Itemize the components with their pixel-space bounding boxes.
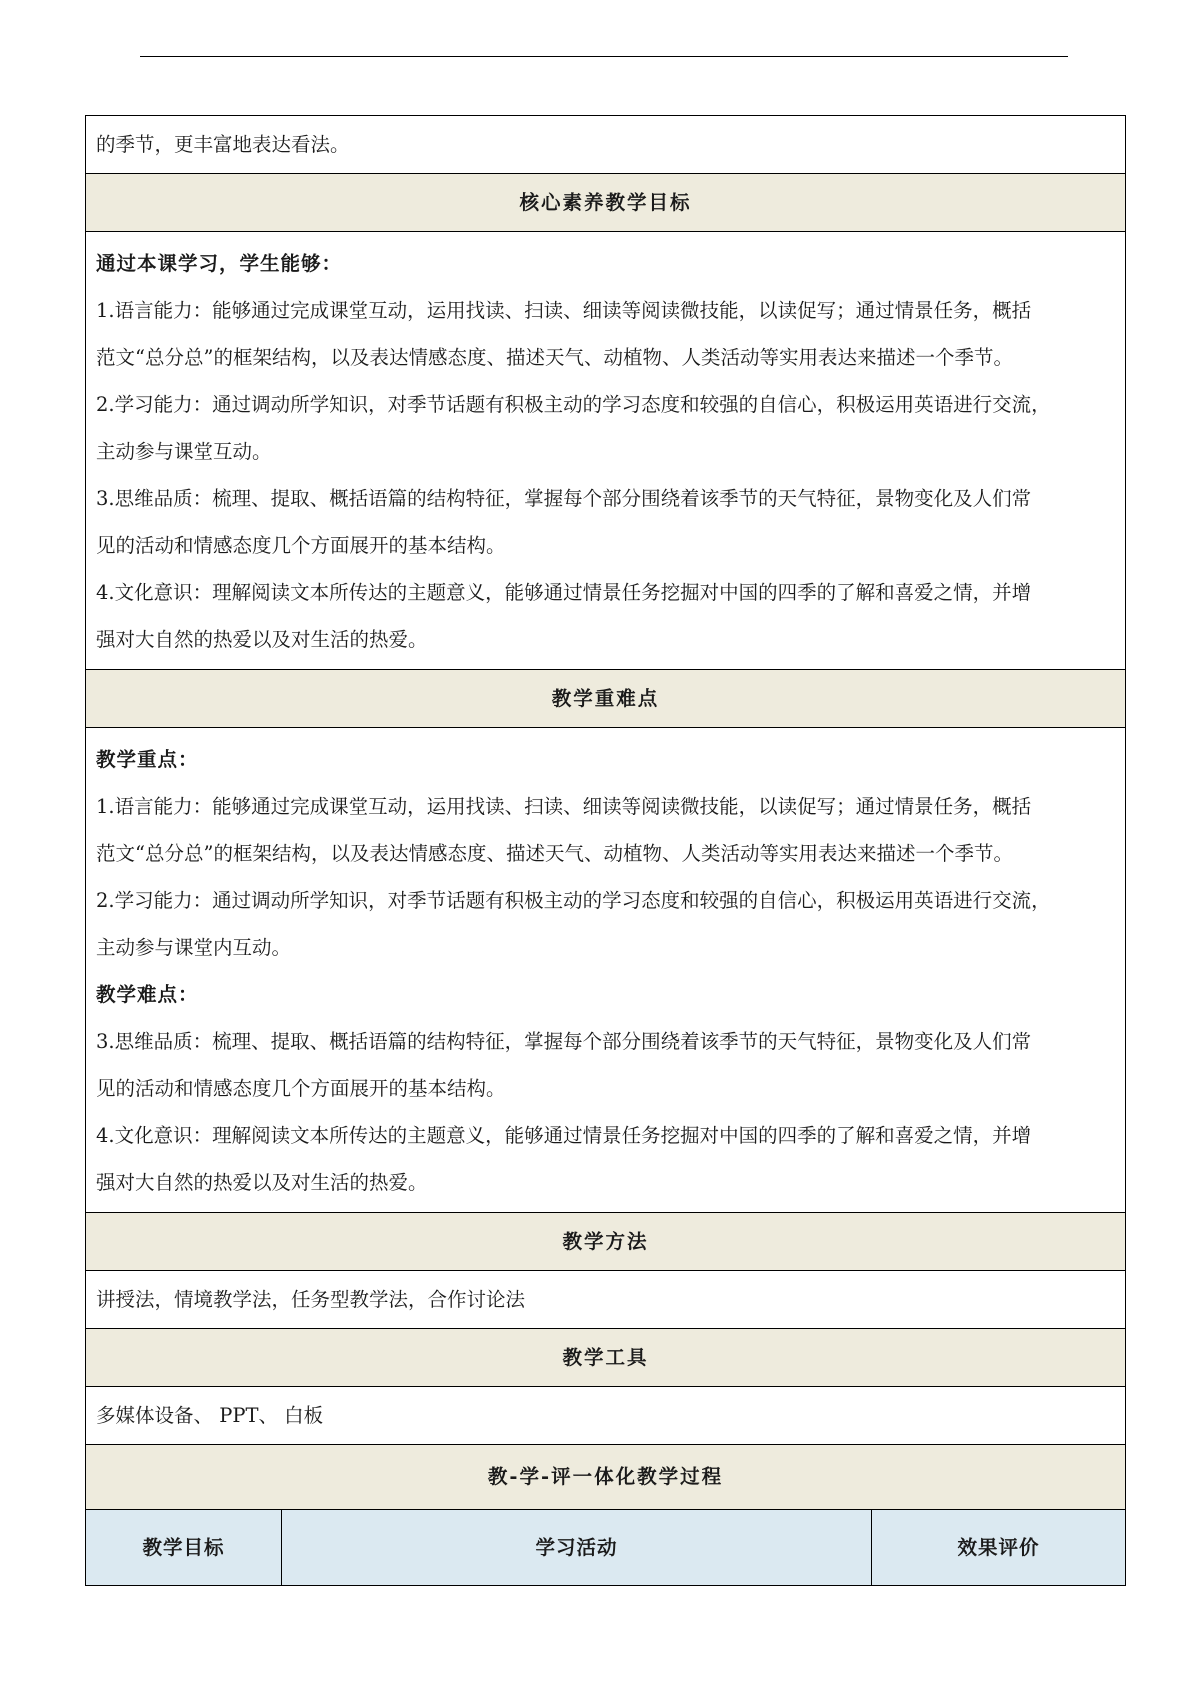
tools-header-row <box>86 1329 1126 1387</box>
goal-item-1-line-1: 1.语言能力：能够通过完成课堂互动，运用找读、扫读、细读等阅读微技能，以读促写；通过情景任务，概括 <box>96 299 1032 322</box>
focus-item-2-line-1: 2.学习能力：通过调动所学知识，对季节话题有积极主动的学习态度和较强的自信心，积极运用英语进行交流， <box>96 889 1051 912</box>
goal-item-1-line-2: 范文“总分总”的框架结构，以及表达情感态度、描述天气、动植物、人类活动等实用表达来描述一个季节。 <box>96 346 1013 369</box>
process-column-header-row <box>86 1510 1126 1586</box>
keypoints-body-row <box>86 728 1126 1213</box>
tools-section-title: 教学工具 <box>86 1329 1126 1387</box>
methods-body-row <box>86 1271 1126 1329</box>
goal-item-3-line-2: 见的活动和情感态度几个方面展开的基本结构。 <box>96 534 506 557</box>
goals-body-cell <box>86 232 1126 670</box>
difficulty-item-1-line-2: 见的活动和情感态度几个方面展开的基本结构。 <box>96 1077 506 1100</box>
goal-item-3-line-1: 3.思维品质：梳理、提取、概括语篇的结构特征，掌握每个部分围绕着该季节的天气特征，景物变化及人们常 <box>96 487 1032 510</box>
difficulty-item-2-line-2: 强对大自然的热爱以及对生活的热爱。 <box>96 1171 428 1194</box>
goals-header-row <box>86 174 1126 232</box>
focus-item-2-line-2: 主动参与课堂内互动。 <box>96 936 292 959</box>
difficulty-item-1-line-1: 3.思维品质：梳理、提取、概括语篇的结构特征，掌握每个部分围绕着该季节的天气特征，景物变化及人们常 <box>96 1030 1032 1053</box>
process-section-title: 教-学-评一体化教学过程 <box>86 1445 1126 1510</box>
goals-body-row <box>86 232 1126 670</box>
methods-text: 讲授法，情境教学法，任务型教学法，合作讨论法 <box>86 1271 1126 1329</box>
goals-section-title: 核心素养教学目标 <box>86 174 1126 232</box>
lesson-plan-table <box>85 115 1126 1586</box>
goal-item-2-line-2: 主动参与课堂互动。 <box>96 440 272 463</box>
goal-item-4-line-1: 4.文化意识：理解阅读文本所传达的主题意义，能够通过情景任务挖掘对中国的四季的了解和喜爱之情，并增 <box>96 581 1032 604</box>
goals-lead: 通过本课学习，学生能够： <box>96 252 343 275</box>
keypoints-section-title: 教学重难点 <box>86 670 1126 728</box>
goal-item-4-line-2: 强对大自然的热爱以及对生活的热爱。 <box>96 628 428 651</box>
tools-body-row <box>86 1387 1126 1445</box>
difficulty-label: 教学难点： <box>96 983 199 1006</box>
process-header-row <box>86 1445 1126 1510</box>
intro-tail-cell: 的季节，更丰富地表达看法。 <box>86 116 1126 174</box>
tools-text: 多媒体设备、 PPT、 白板 <box>86 1387 1126 1445</box>
column-header-learning-activity: 学习活动 <box>282 1510 872 1586</box>
focus-item-1-line-2: 范文“总分总”的框架结构，以及表达情感态度、描述天气、动植物、人类活动等实用表达来描述一个季节。 <box>96 842 1013 865</box>
focus-item-1-line-1: 1.语言能力：能够通过完成课堂互动，运用找读、扫读、细读等阅读微技能，以读促写；通过情景任务，概括 <box>96 795 1032 818</box>
focus-label: 教学重点： <box>96 748 199 771</box>
methods-header-row <box>86 1213 1126 1271</box>
column-header-teaching-goal: 教学目标 <box>86 1510 282 1586</box>
difficulty-item-2-line-1: 4.文化意识：理解阅读文本所传达的主题意义，能够通过情景任务挖掘对中国的四季的了解和喜爱之情，并增 <box>96 1124 1032 1147</box>
page-header-rule <box>140 56 1068 57</box>
intro-tail-row <box>86 116 1126 174</box>
keypoints-header-row <box>86 670 1126 728</box>
methods-section-title: 教学方法 <box>86 1213 1126 1271</box>
keypoints-body-cell <box>86 728 1126 1213</box>
column-header-evaluation: 效果评价 <box>872 1510 1126 1586</box>
goal-item-2-line-1: 2.学习能力：通过调动所学知识，对季节话题有积极主动的学习态度和较强的自信心，积极运用英语进行交流， <box>96 393 1051 416</box>
